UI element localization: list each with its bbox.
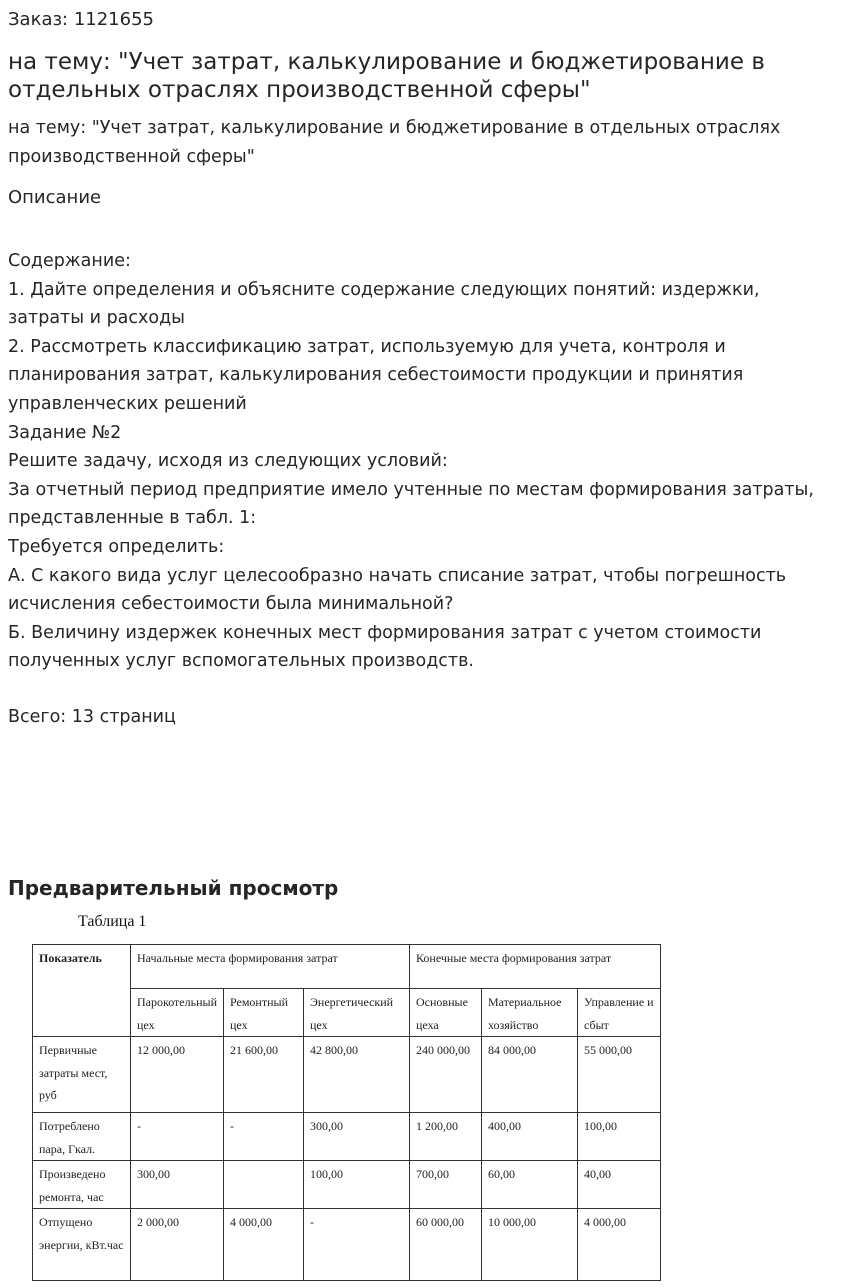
table-cell: 4 000,00 xyxy=(578,1209,661,1281)
table-cell: 240 000,00 xyxy=(410,1037,482,1113)
table-cell: 60 000,00 xyxy=(410,1209,482,1281)
table-caption: Таблица 1 xyxy=(78,913,147,930)
description-heading: Описание xyxy=(8,187,102,208)
content-line: 1. Дайте определения и объясните содержание следующих понятий: издержки, затраты и расходы xyxy=(8,279,760,329)
content-line: 2. Рассмотреть классификацию затрат, используемую для учета, контроля и планирования затрат, калькулирования себестоимости продукции и принятия управленческих решений xyxy=(8,336,744,414)
group-header-initial: Начальные места формирования затрат xyxy=(131,945,410,989)
table-cell: - xyxy=(131,1113,224,1161)
content-line: А. С какого вида услуг целесообразно начать списание затрат, чтобы погрешность исчисления себестоимости была минимальной? xyxy=(8,565,787,615)
indicator-header: Показатель xyxy=(33,945,131,1037)
table-cell: 12 000,00 xyxy=(131,1037,224,1113)
total-pages: Всего: 13 страниц xyxy=(8,707,176,727)
content-line: Содержание: xyxy=(8,251,131,271)
row-label: Отпущено энергии, кВт.час xyxy=(33,1209,131,1281)
table-cell: 300,00 xyxy=(131,1161,224,1209)
table-cell: 2 000,00 xyxy=(131,1209,224,1281)
preview-table xyxy=(32,944,661,1281)
column-header: Управление и сбыт xyxy=(578,989,661,1037)
table-header-row xyxy=(33,945,661,989)
table-cell: 100,00 xyxy=(578,1113,661,1161)
table-cell: 42 800,00 xyxy=(304,1037,410,1113)
table-cell: - xyxy=(304,1209,410,1281)
page-subtitle: на тему: "Учет затрат, калькулирование и бюджетирование в отдельных отраслях производственной сферы" xyxy=(8,118,781,167)
table-cell: 84 000,00 xyxy=(482,1037,578,1113)
preview-heading: Предварительный просмотр xyxy=(8,876,339,900)
order-number: Заказ: 1121655 xyxy=(8,9,154,30)
table-cell: 10 000,00 xyxy=(482,1209,578,1281)
table-cell: 4 000,00 xyxy=(224,1209,304,1281)
table-cell xyxy=(224,1161,304,1209)
table-cell: 400,00 xyxy=(482,1113,578,1161)
table-cell: 55 000,00 xyxy=(578,1037,661,1113)
table-row xyxy=(33,1113,661,1161)
row-label: Первичные затраты мест, руб xyxy=(33,1037,131,1113)
column-header: Парокотельный цех xyxy=(131,989,224,1037)
description-content xyxy=(8,247,840,676)
table-row xyxy=(33,1209,661,1281)
row-label: Потреблено пара, Гкал. xyxy=(33,1113,131,1161)
table-cell: - xyxy=(224,1113,304,1161)
column-header: Материальное хозяйство xyxy=(482,989,578,1037)
group-header-final: Конечные места формирования затрат xyxy=(410,945,661,989)
table-cell: 21 600,00 xyxy=(224,1037,304,1113)
table-cell: 60,00 xyxy=(482,1161,578,1209)
page-title: на тему: "Учет затрат, калькулирование и бюджетирование в отдельных отраслях производственной сферы" xyxy=(8,49,765,103)
content-line: Требуется определить: xyxy=(8,536,225,557)
table-cell: 1 200,00 xyxy=(410,1113,482,1161)
table-cell: 300,00 xyxy=(304,1113,410,1161)
column-header: Ремонтный цех xyxy=(224,989,304,1037)
content-line: За отчетный период предприятие имело учтенные по местам формирования затраты, представленные в табл. 1: xyxy=(8,479,814,529)
column-header: Энергетический цех xyxy=(304,989,410,1037)
table-cell: 40,00 xyxy=(578,1161,661,1209)
content-line: Задание №2 xyxy=(8,422,122,443)
row-label: Произведено ремонта, час xyxy=(33,1161,131,1209)
column-header: Основные цеха xyxy=(410,989,482,1037)
content-line: Решите задачу, исходя из следующих условий: xyxy=(8,451,448,472)
table-row xyxy=(33,1161,661,1209)
table-cell: 700,00 xyxy=(410,1161,482,1209)
table-cell: 100,00 xyxy=(304,1161,410,1209)
content-line: Б. Величину издержек конечных мест формирования затрат с учетом стоимости полученных услуг вспомогательных производств. xyxy=(8,622,762,672)
table-row xyxy=(33,1037,661,1113)
